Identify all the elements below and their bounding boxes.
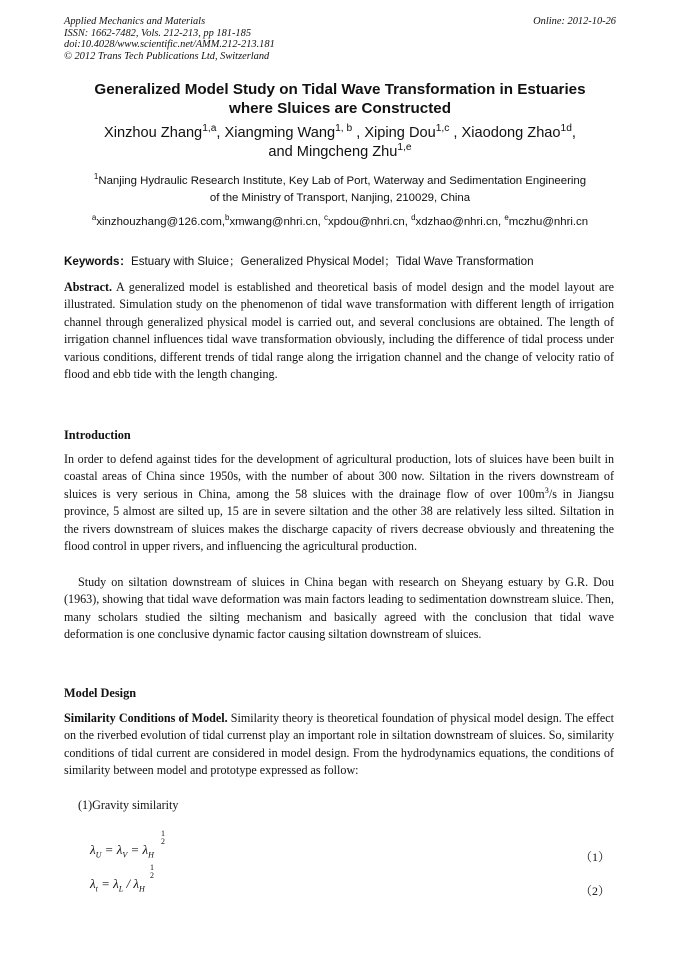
journal-name: Applied Mechanics and Materials xyxy=(64,16,206,27)
author-name: and Mingcheng Zhu xyxy=(268,144,398,160)
keywords xyxy=(64,254,616,270)
author-affil-sup: 1,c xyxy=(435,123,450,135)
author-affil-sup: 1, b xyxy=(335,123,353,135)
similarity-paragraph: Similarity Conditions of Model. Similarity theory is theoretical foundation of physical model design. The effect on the riverbed evolution of tidal currenst play an important role in siltation downstream of sluices. So, similarity conditions of tidal current are considered in model design. From the hydrodynamics equations, the conditions of similarity between model and prototype expressed as follow: xyxy=(64,711,614,778)
keywords-text: Estuary with Sluice；Generalized Physical Model；Tidal Wave Transformation xyxy=(131,255,534,268)
online-date: Online: 2012-10-26 xyxy=(533,16,616,27)
author-affil-sup: 1,e xyxy=(397,142,412,154)
introduction-paragraph-1: In order to defend against tides for the development of agricultural production, lots of sluices have been built in coastal areas of China since 1950s, with the number of about 300 now. Siltation in the rivers downstream of sluices is very serious in China, among the 58 sluices with the drainage flow of over $100m^3/s$ in Jiangsu province, 5 almost are silted up, 15 are in severe siltation and the other 38 are relatively less silted. Siltation in the rivers downstream of sluices makes the discharge capacity of rivers decrease obviously and threatening the flood control in upper rivers, and influencing the agricultural production. xyxy=(64,452,615,554)
title-line-1: Generalized Model Study on Tidal Wave Transformation in Estuaries xyxy=(94,81,586,98)
abstract-label: Abstract. xyxy=(64,280,113,294)
abstract xyxy=(64,279,614,383)
email-address[interactable]: xdzhao@nhri.cn, xyxy=(415,216,505,228)
doi-line: doi:10.4028/www.scientific.net/AMM.212-213.181 xyxy=(64,39,275,51)
exponent-fraction: 1 2 xyxy=(161,829,165,846)
introduction-paragraph-2: Study on siltation downstream of sluices in China began with research on Sheyang estuary by G.R. Dou (1963), showing that tidal wave deformation was main factors leading to sedimentation downstream sluice. Then, many scholars studied the silting mechanism and basically agreed with the conclusion that tidal wave deformation is one conclusive dynamic factor causing siltation downstream of sluices. xyxy=(64,575,614,642)
equation-1-number: （1） xyxy=(579,850,610,864)
journal-header xyxy=(64,16,616,62)
issn-line: ISSN: 1662-7482, Vols. 212-213, pp 181-185 xyxy=(64,27,252,39)
author-name: Xiangming Wang xyxy=(224,125,336,141)
email-address[interactable]: xpdou@nhri.cn, xyxy=(327,216,412,228)
affiliation: $^1$Nanjing Hydraulic Research Institute, Key Lab of Port, Waterway and Sedimentation Engineering of the Ministry of Transport, Nanjing, 210029, China xyxy=(93,172,587,204)
equation-2: $\lambda_t = \lambda_L / \lambda_H$ 1 2 xyxy=(90,863,154,894)
email-list: $^a$xinzhouzhang@126.com,$^b$xmwang@nhri.cn, $^c$xpdou@nhri.cn, $^d$xdzhao@nhri.cn, $^e$mczhu@nhri.cn xyxy=(91,213,589,228)
affiliation-sup: 1 xyxy=(93,172,99,182)
author-list: Xinzhou Zhang$^{1,a}$, Xiangming Wang$^{1, b}$ , Xiping Dou$^{1,c}$ , Xiaodong Zhao$^{1d}$, and Mingcheng Zhu$^{1,e}$ xyxy=(104,123,576,160)
author-affil-sup: 1,a xyxy=(202,123,217,135)
abstract-text: A generalized model is established and theoretical basis of model design and the model layout are illustrated. Simulation study on the phenomenon of tidal wave transformation with different length of irrigation channel through generalized physical model is carried out, and several conclusions are obtained. The length of irrigation channel influences tidal wave transformation obviously, including the difference of tidal process under various conditions, different trends of tidal range along the irrigation channel and the change of velocity ratio of flood and ebb tide with the length changing. xyxy=(64,280,614,382)
author-affil-sup: 1d xyxy=(560,123,572,135)
equation-1: $\lambda_U = \lambda_V = \lambda_H$ 1 2 xyxy=(90,829,165,860)
keywords-label: Keywords： xyxy=(64,255,132,268)
email-address[interactable]: xmwang@nhri.cn, xyxy=(229,216,324,228)
author-name: Xiping Dou xyxy=(364,125,436,141)
copyright-line: © 2012 Trans Tech Publications Ltd, Switzerland xyxy=(64,50,270,62)
author-name: Xiaodong Zhao xyxy=(461,125,561,141)
author-name: Xinzhou Zhang xyxy=(104,125,203,141)
introduction-heading: Introduction xyxy=(64,428,131,442)
paper-title xyxy=(64,80,616,118)
similarity-label: Similarity Conditions of Model. xyxy=(64,711,228,725)
email-address[interactable]: xinzhouzhang@126.com, xyxy=(96,216,226,228)
exponent-fraction: 1 2 xyxy=(150,863,154,880)
equation-2-number: （2） xyxy=(579,884,610,898)
gravity-similarity-item: (1)Gravity similarity xyxy=(78,798,179,812)
email-address[interactable]: mczhu@nhri.cn xyxy=(508,216,589,228)
title-line-2: where Sluices are Constructed xyxy=(229,100,451,117)
model-design-heading: Model Design xyxy=(64,686,137,700)
